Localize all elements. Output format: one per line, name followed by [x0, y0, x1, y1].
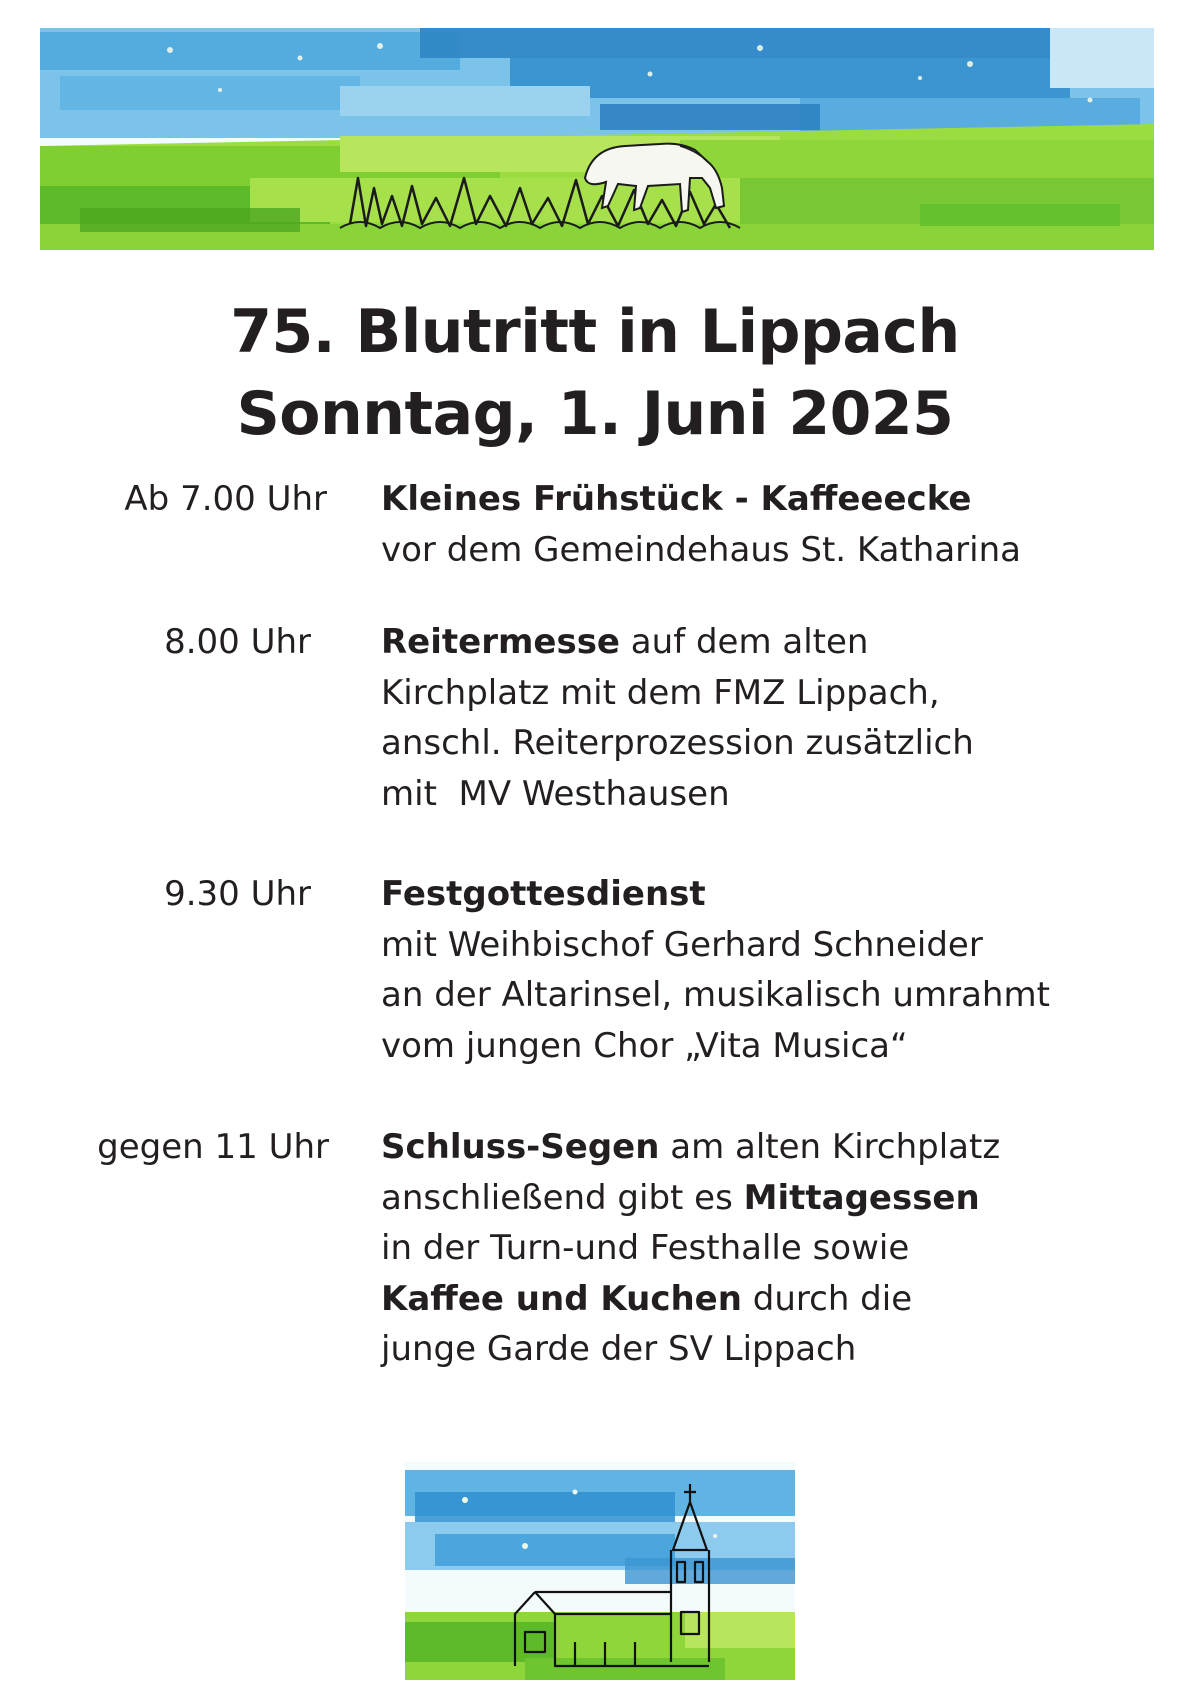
horse-meadow-painting: [40, 28, 1154, 250]
highlight-text: Kleines Frühstück - Kaffeeecke: [381, 479, 972, 519]
highlight-text: Schluss-Segen: [381, 1127, 660, 1167]
schedule-time: 9.30 Uhr: [164, 874, 311, 914]
event-title: 75. Blutritt in Lippach: [230, 297, 960, 367]
highlight-text: Kaffee und Kuchen: [381, 1278, 742, 1319]
schedule-description: [381, 617, 974, 819]
body-text: an der Altarinsel, musikalisch umrahmt: [381, 975, 1050, 1015]
description-line: [381, 920, 1050, 971]
description-line: [381, 718, 974, 769]
description-line: [381, 525, 1021, 576]
body-text: durch die: [741, 1278, 913, 1319]
description-line: [381, 1173, 1000, 1224]
body-text: Kirchplatz mit dem FMZ Lippach,: [381, 672, 940, 713]
body-text: mit Weihbischof Gerhard Schneider: [381, 924, 983, 965]
description-line: [381, 617, 974, 668]
description-line: [381, 869, 1050, 920]
description-line: [381, 769, 974, 820]
description-line: [381, 970, 1050, 1021]
description-line: [381, 668, 974, 719]
body-text: anschließend gibt es: [381, 1177, 744, 1218]
schedule-time: 8.00 Uhr: [164, 622, 311, 662]
schedule-description: [381, 1122, 1000, 1375]
description-line: [381, 1021, 1050, 1072]
body-text: vor dem Gemeindehaus St. Katharina: [381, 529, 1021, 570]
highlight-text: Festgottesdienst: [381, 874, 706, 914]
schedule-description: [381, 474, 1021, 575]
schedule-time: Ab 7.00 Uhr: [124, 479, 327, 519]
description-line: [381, 1324, 1000, 1375]
schedule-time: gegen 11 Uhr: [97, 1127, 329, 1167]
body-text: junge Garde der SV Lippach: [381, 1329, 857, 1369]
description-line: [381, 1223, 1000, 1274]
description-line: [381, 1122, 1000, 1173]
body-text: in der Turn-und Festhalle sowie: [381, 1228, 910, 1268]
schedule-description: [381, 869, 1050, 1071]
body-text: auf dem alten: [620, 622, 869, 662]
event-date: Sonntag, 1. Juni 2025: [236, 379, 954, 449]
description-line: [381, 1274, 1000, 1325]
church-painting: [405, 1462, 795, 1680]
highlight-text: Reitermesse: [381, 622, 620, 662]
body-text: anschl. Reiterprozession zusätzlich: [381, 723, 974, 763]
body-text: am alten Kirchplatz: [659, 1127, 1001, 1167]
description-line: [381, 474, 1021, 525]
body-text: mit MV Westhausen: [381, 773, 730, 814]
highlight-text: Mittagessen: [743, 1177, 980, 1218]
body-text: vom jungen Chor „Vita Musica“: [381, 1025, 908, 1066]
